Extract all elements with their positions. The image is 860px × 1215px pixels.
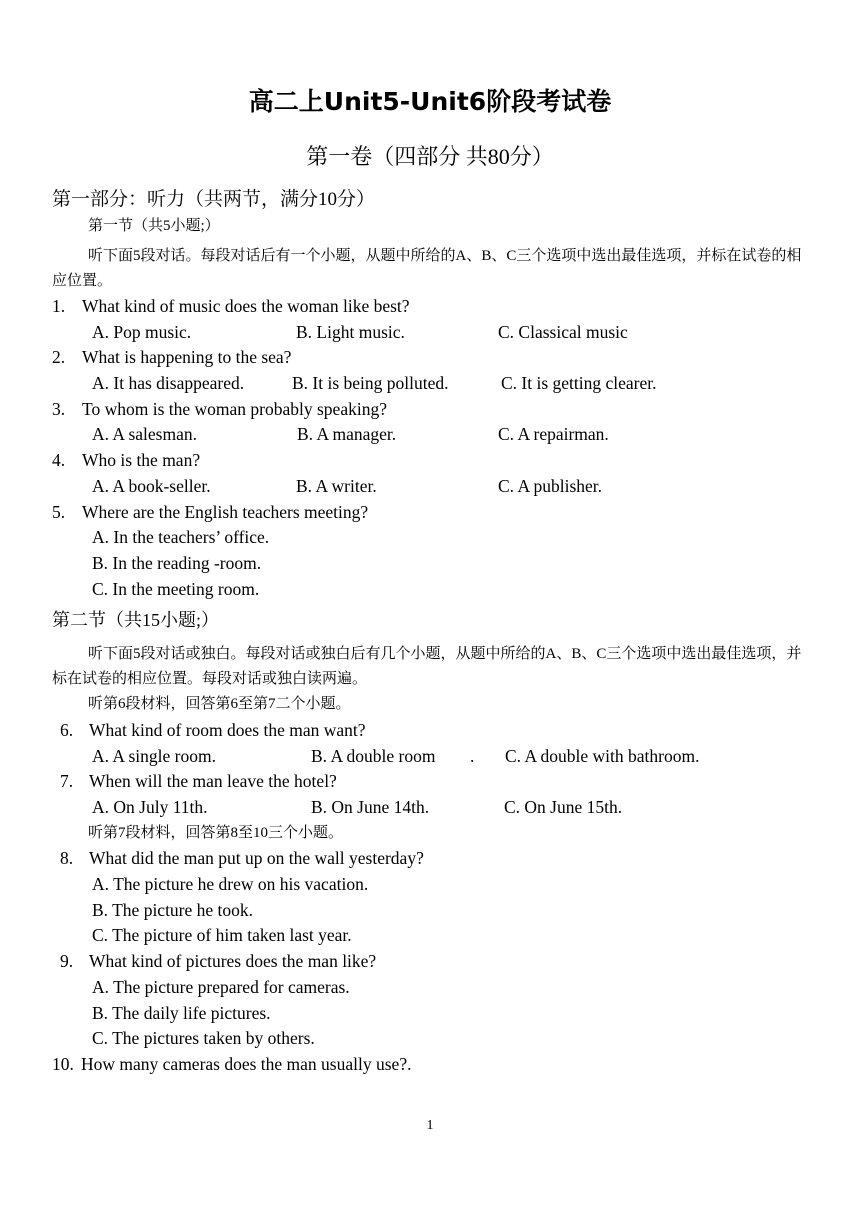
question-number: 2. <box>52 347 66 368</box>
question-3 <box>52 397 812 423</box>
question-text: What kind of pictures does the man like? <box>89 951 377 972</box>
question-1 <box>52 294 812 320</box>
question-7 <box>52 769 812 795</box>
page-number: 1 <box>426 1118 434 1133</box>
exam-title: 高二上Unit5-Unit6阶段考试卷 <box>248 87 612 116</box>
question-10 <box>52 1052 812 1078</box>
section2-label: 第二节（共15小题;） <box>52 610 220 631</box>
option-c: C. A double with bathroom. <box>505 745 700 766</box>
option-b: B. The picture he took. <box>92 899 254 920</box>
material-7-instruction: 听第7段材料，回答第8至10三个小题。 <box>88 824 344 841</box>
option-b: B. It is being polluted. <box>292 373 449 394</box>
options-row <box>52 474 812 500</box>
question-text: Who is the man? <box>82 450 201 471</box>
option-c: C. A repairman. <box>498 424 609 445</box>
option-c: C. A publisher. <box>498 475 603 496</box>
question-number: 8. <box>60 848 74 869</box>
options-row <box>52 744 812 770</box>
option-b-mark: . <box>470 745 475 766</box>
question-8 <box>52 846 812 872</box>
options-row <box>52 795 812 821</box>
exam-content <box>52 214 812 1078</box>
question-4 <box>52 448 812 474</box>
question-number: 9. <box>60 951 74 972</box>
question-text: What did the man put up on the wall yesterday? <box>89 848 424 869</box>
question-text: Where are the English teachers meeting? <box>82 501 369 522</box>
question-text: When will the man leave the hotel? <box>89 771 337 792</box>
options-row <box>52 320 812 346</box>
question-number: 4. <box>52 450 66 471</box>
option-a: A. A book-seller. <box>92 475 211 496</box>
part1-heading: 第一部分：听力（共两节，满分10分） <box>52 189 376 210</box>
option-a: A. It has disappeared. <box>92 373 245 394</box>
option-b: B. In the reading -room. <box>92 552 262 573</box>
question-number: 5. <box>52 501 66 522</box>
options-row <box>52 422 812 448</box>
question-text: What is happening to the sea? <box>82 347 292 368</box>
question-5 <box>52 500 812 526</box>
option-b: B. The daily life pictures. <box>92 1002 271 1023</box>
question-9 <box>52 949 812 975</box>
option-c: C. On June 15th. <box>504 797 623 817</box>
option-a: A. In the teachers’ office. <box>92 527 270 548</box>
option-c: C. The pictures taken by others. <box>92 1028 315 1049</box>
option-a: A. A salesman. <box>92 424 197 445</box>
question-text: What kind of room does the man want? <box>89 719 366 740</box>
option-b: B. On June 14th. <box>311 797 430 817</box>
section1-instruction: 听下面5段对话。每段对话后有一个小题，从题中所给的A、B、C三个选项中选出最佳选项，并标在试卷的相应位置。 <box>52 248 802 289</box>
question-text: How many cameras does the man usually use?. <box>81 1053 412 1074</box>
section2-instruction: 听下面5段对话或独白。每段对话或独白后有几个小题，从题中所给的A、B、C三个选项中选出最佳选项，并标在试卷的相应位置。每段对话或独白读两遍。 <box>52 646 802 688</box>
section1-label: 第一节（共5小题;） <box>88 218 220 234</box>
question-number: 10. <box>52 1053 74 1074</box>
option-b: B. A double room <box>311 745 436 766</box>
option-a: A. A single room. <box>92 745 216 766</box>
question-2 <box>52 345 812 371</box>
volume-heading: 第一卷（四部分 共80分） <box>306 144 554 169</box>
option-c: C. It is getting clearer. <box>501 373 657 394</box>
material-6-instruction: 听第6段材料，回答第6至第7二个小题。 <box>88 696 351 713</box>
question-number: 6. <box>60 719 74 740</box>
option-c: C. Classical music <box>498 321 628 342</box>
option-a: A. On July 11th. <box>92 797 208 817</box>
question-number: 3. <box>52 398 66 419</box>
option-b: B. A writer. <box>296 475 377 496</box>
options-row <box>52 371 812 397</box>
option-a: A. The picture prepared for cameras. <box>92 976 350 997</box>
question-text: To whom is the woman probably speaking? <box>82 398 387 419</box>
question-number: 7. <box>60 771 74 792</box>
option-c: C. In the meeting room. <box>92 578 260 599</box>
option-a: A. Pop music. <box>92 321 192 342</box>
option-c: C. The picture of him taken last year. <box>92 925 352 946</box>
option-a: A. The picture he drew on his vacation. <box>92 874 369 895</box>
option-b: B. Light music. <box>296 321 405 342</box>
option-b: B. A manager. <box>297 424 397 445</box>
question-text: What kind of music does the woman like best? <box>82 296 410 316</box>
question-number: 1. <box>52 296 66 316</box>
question-6 <box>52 718 812 744</box>
